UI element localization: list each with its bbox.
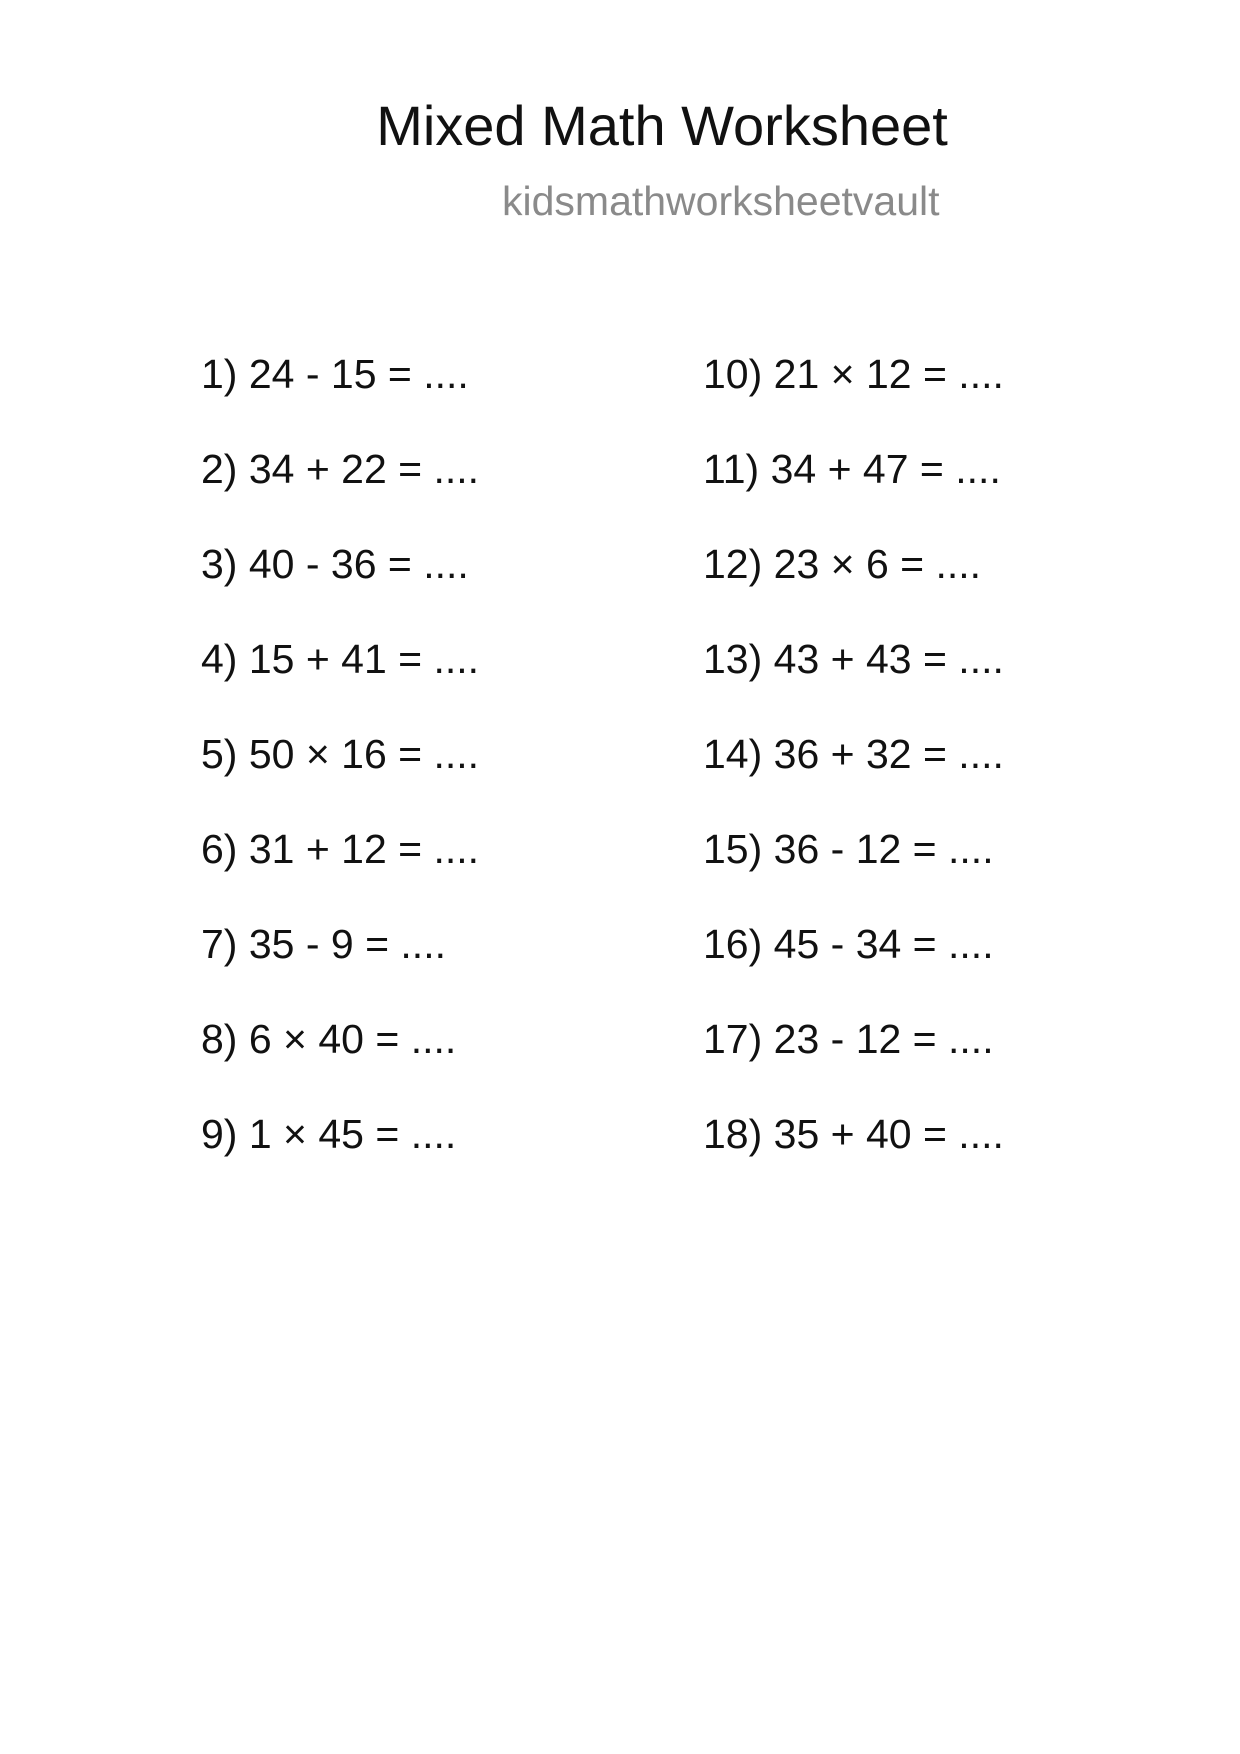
- problem-column-right: [703, 351, 1004, 1209]
- problem-11: 11) 34 + 47 = ....: [703, 446, 1001, 492]
- problem-3: 3) 40 - 36 = ....: [201, 541, 469, 587]
- problem-12: 12) 23 × 6 = ....: [703, 541, 982, 587]
- problem-16: 16) 45 - 34 = ....: [703, 921, 994, 967]
- problem-8: 8) 6 × 40 = ....: [201, 1016, 457, 1062]
- problem-1: 1) 24 - 15 = ....: [201, 351, 469, 397]
- problem-7: 7) 35 - 9 = ....: [201, 921, 446, 967]
- problem-13: 13) 43 + 43 = ....: [703, 636, 1004, 682]
- problem-6: 6) 31 + 12 = ....: [201, 826, 480, 872]
- problem-15: 15) 36 - 12 = ....: [703, 826, 994, 872]
- problem-10: 10) 21 × 12 = ....: [703, 351, 1004, 397]
- problem-17: 17) 23 - 12 = ....: [703, 1016, 994, 1062]
- problem-5: 5) 50 × 16 = ....: [201, 731, 480, 777]
- worksheet-title: Mixed Math Worksheet: [376, 94, 948, 157]
- problem-2: 2) 34 + 22 = ....: [201, 446, 480, 492]
- problem-4: 4) 15 + 41 = ....: [201, 636, 480, 682]
- problem-9: 9) 1 × 45 = ....: [201, 1111, 457, 1157]
- problem-14: 14) 36 + 32 = ....: [703, 731, 1004, 777]
- problem-18: 18) 35 + 40 = ....: [703, 1111, 1004, 1157]
- problem-column-left: [201, 351, 480, 1209]
- worksheet-source: kidsmathworksheetvault: [502, 178, 940, 224]
